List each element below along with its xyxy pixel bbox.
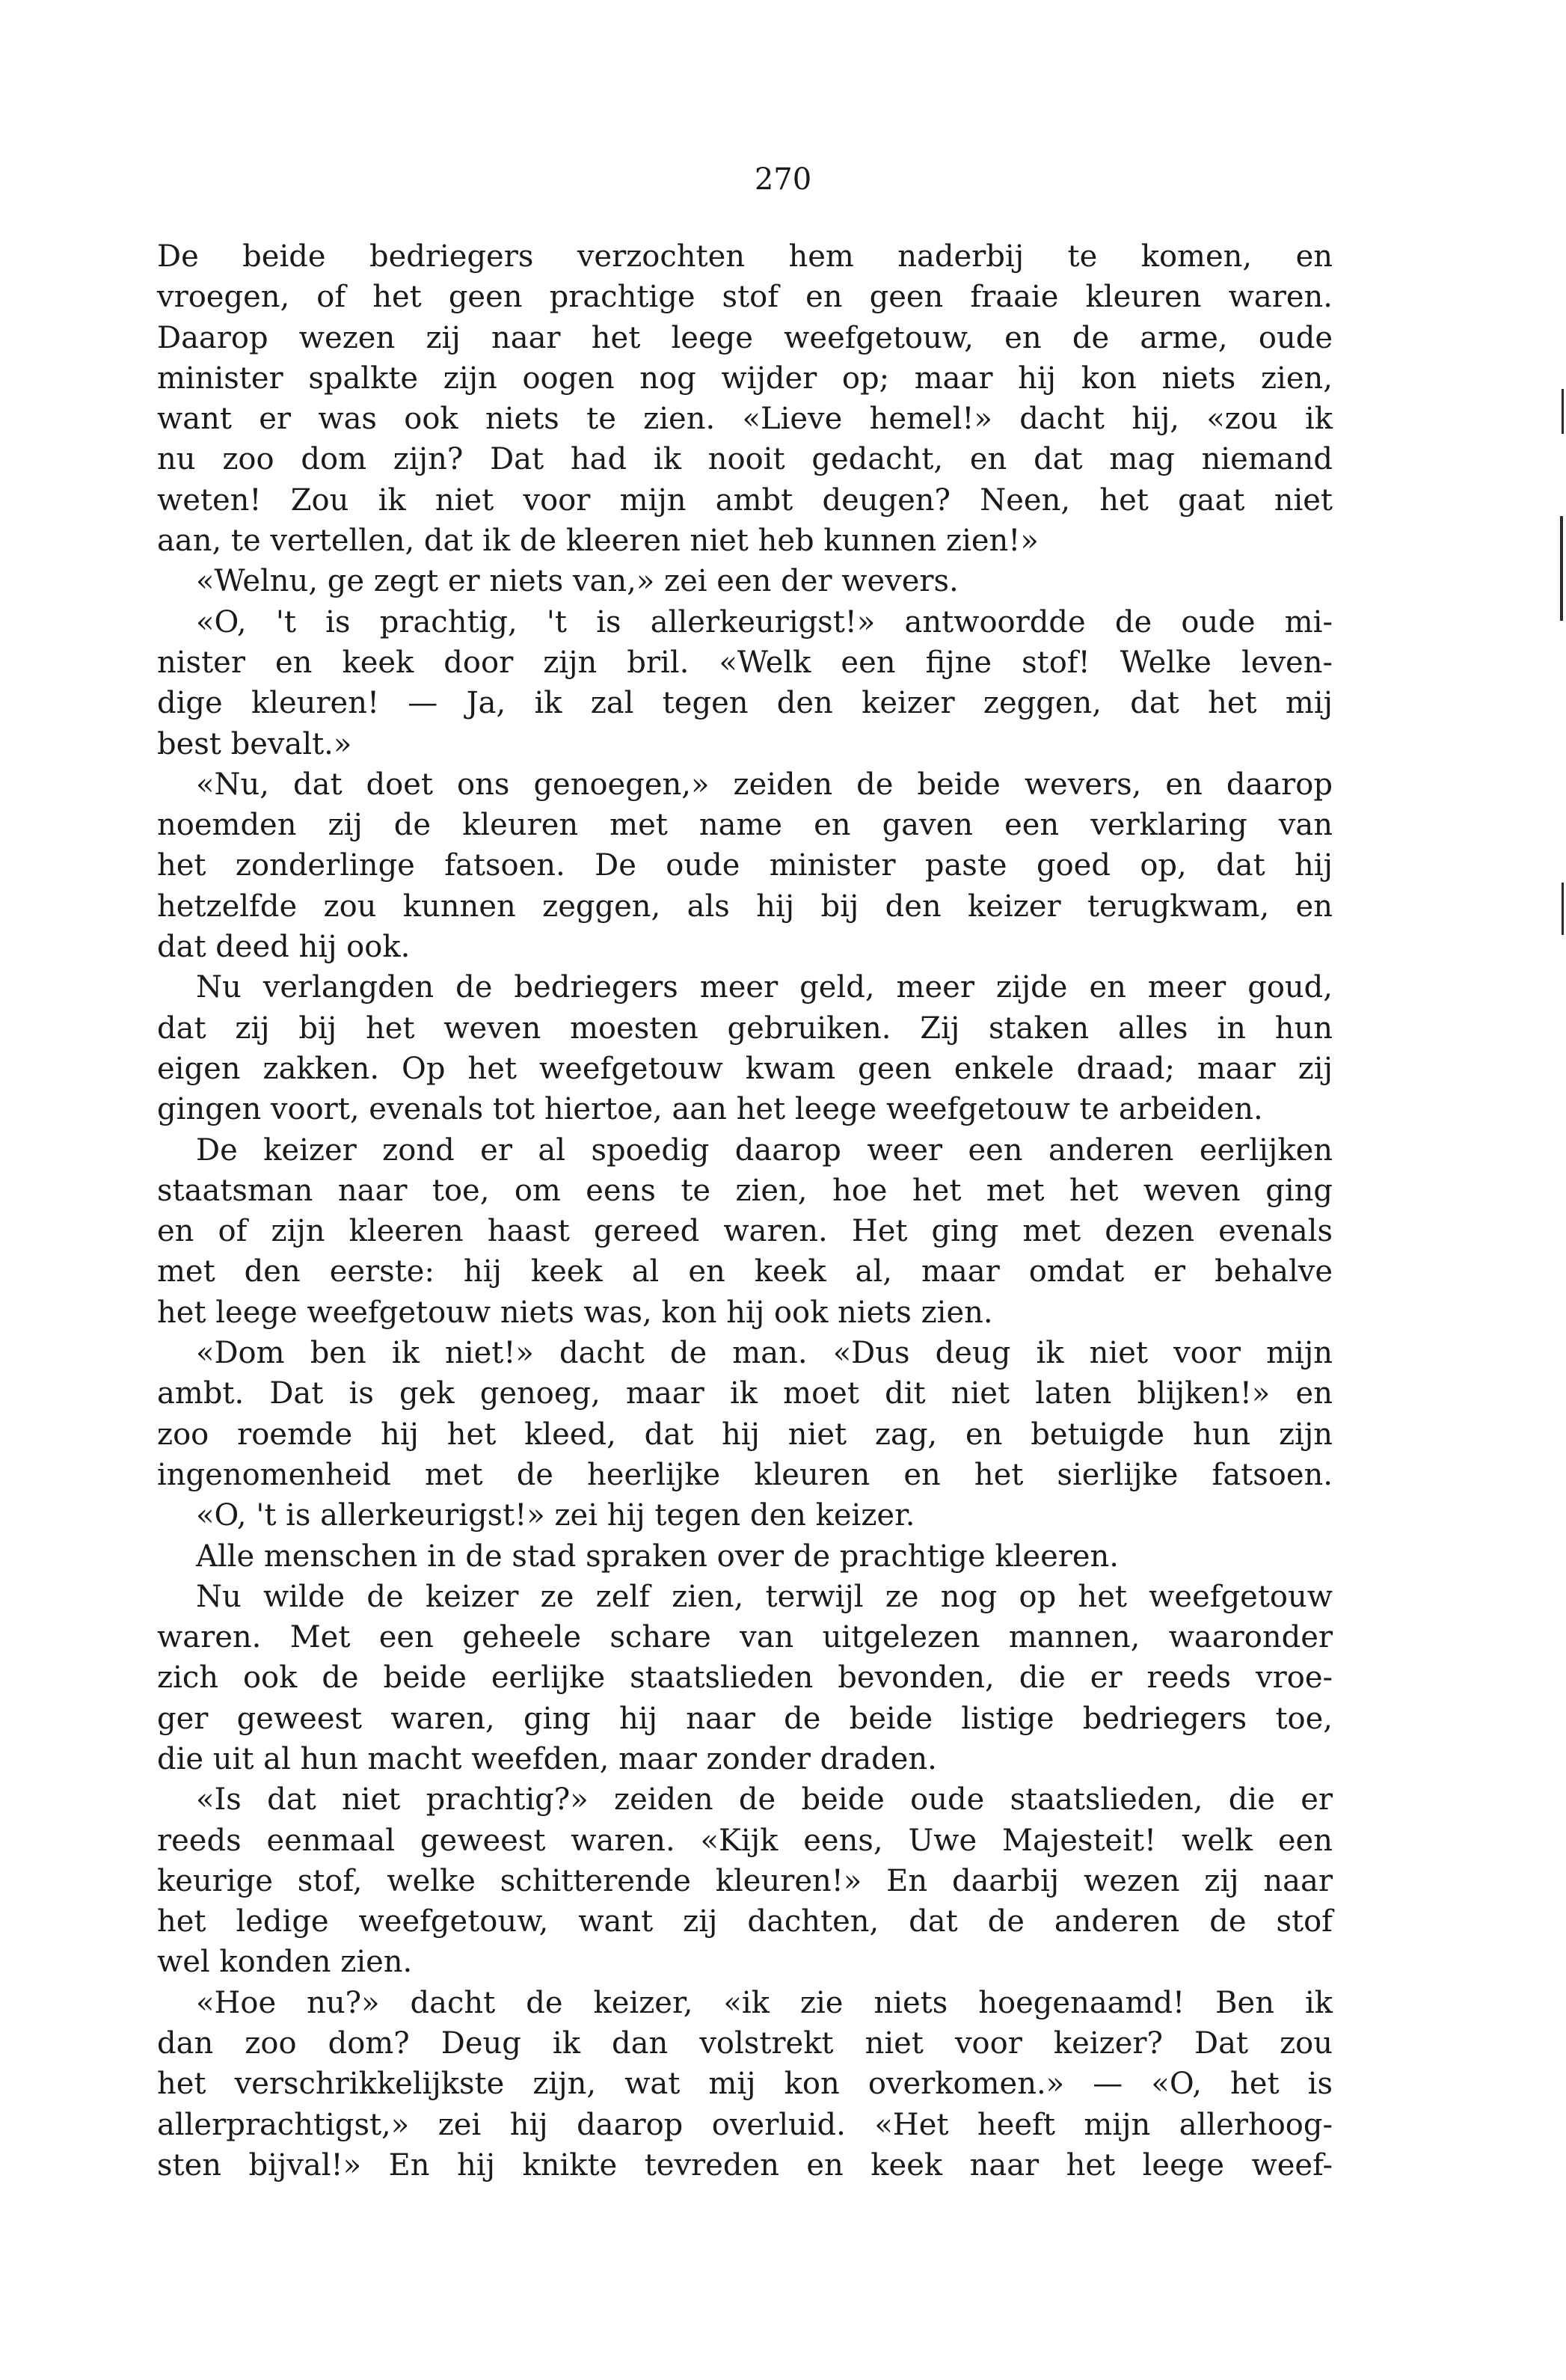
text-line: wel konden zien. xyxy=(157,1945,413,1980)
text-line: dan zoo dom? Deug ik dan volstrekt niet voor keizer? Dat zou xyxy=(157,2026,1333,2061)
text-line: vroegen, of het geen prachtige stof en geen fraaie kleuren waren. xyxy=(157,280,1333,315)
text-line: best bevalt.» xyxy=(157,726,352,761)
text-line: De keizer zond er al spoedig daarop weer een anderen eerlijken xyxy=(196,1132,1333,1168)
text-line: met den eerste: hij keek al en keek al, maar omdat er behalve xyxy=(157,1254,1333,1289)
text-line: zich ook de beide eerlijke staatslieden bevonden, die er reeds vroe- xyxy=(157,1660,1333,1696)
text-line: het zonderlinge fatsoen. De oude minister paste goed op, dat hij xyxy=(157,848,1333,883)
page-number: 270 xyxy=(754,162,812,197)
text-line: «O, 't is allerkeurigst!» zei hij tegen den keizer. xyxy=(196,1498,915,1533)
text-line: «Welnu, ge zegt er niets van,» zei een der wevers. xyxy=(196,564,959,599)
text-line: Alle menschen in de stad spraken over de prachtige kleeren. xyxy=(196,1539,1120,1574)
text-line: waren. Met een geheele schare van uitgelezen mannen, waaronder xyxy=(157,1620,1333,1655)
text-line: het ledige weefgetouw, want zij dachten, dat de anderen de stof xyxy=(157,1904,1333,1939)
text-line: gingen voort, evenals tot hiertoe, aan het leege weefgetouw te arbeiden. xyxy=(157,1092,1263,1127)
text-line: reeds eenmaal geweest waren. «Kijk eens, Uwe Majesteit! welk een xyxy=(157,1823,1333,1858)
text-line: die uit al hun macht weefden, maar zonder draden. xyxy=(157,1741,937,1776)
text-line: nister en keek door zijn bril. «Welk een fijne stof! Welke leven- xyxy=(157,645,1333,680)
text-line: «Nu, dat doet ons genoegen,» zeiden de beide wevers, en daarop xyxy=(196,767,1333,802)
text-line: het verschrikkelijkste zijn, wat mij kon overkomen.» — «O, het is xyxy=(157,2067,1333,2102)
text-line: sten bijval!» En hij knikte tevreden en keek naar het leege weef- xyxy=(157,2147,1333,2183)
margin-mark xyxy=(1560,516,1563,621)
text-line: «Is dat niet prachtig?» zeiden de beide oude staatslieden, die er xyxy=(196,1782,1333,1818)
text-line: dat zij bij het weven moesten gebruiken. Zij staken alles in hun xyxy=(157,1010,1333,1046)
text-line: «Hoe nu?» dacht de keizer, «ik zie niets hoegenaamd! Ben ik xyxy=(196,1985,1333,2020)
text-line: dat deed hij ook. xyxy=(157,930,411,965)
margin-mark xyxy=(1562,883,1564,935)
text-line: het leege weefgetouw niets was, kon hij ook niets zien. xyxy=(157,1295,993,1330)
text-line: minister spalkte zijn oogen nog wijder op; maar hij kon niets zien, xyxy=(157,361,1333,396)
text-line: «Dom ben ik niet!» dacht de man. «Dus deug ik niet voor mijn xyxy=(196,1336,1333,1371)
body-text xyxy=(157,236,1333,2186)
text-line: De beide bedriegers verzochten hem naderbij te komen, en xyxy=(157,239,1333,274)
text-line: zoo roemde hij het kleed, dat hij niet zag, en betuigde hun zijn xyxy=(157,1417,1333,1452)
text-line: hetzelfde zou kunnen zeggen, als hij bij den keizer terugkwam, en xyxy=(157,889,1333,924)
text-line: noemden zij de kleuren met name en gaven een verklaring van xyxy=(157,808,1333,843)
margin-mark xyxy=(1562,389,1564,434)
text-line: want er was ook niets te zien. «Lieve hemel!» dacht hij, «zou ik xyxy=(157,402,1333,437)
text-line: Nu verlangden de bedriegers meer geld, meer zijde en meer goud, xyxy=(196,970,1333,1005)
text-line: allerprachtigst,» zei hij daarop overluid. «Het heeft mijn allerhoog- xyxy=(157,2107,1333,2142)
text-line: Nu wilde de keizer ze zelf zien, terwijl ze nog op het weefgetouw xyxy=(196,1579,1333,1614)
text-line: ingenomenheid met de heerlijke kleuren en het sierlijke fatsoen. xyxy=(157,1457,1333,1492)
text-line: staatsman naar toe, om eens te zien, hoe het met het weven ging xyxy=(157,1173,1333,1208)
text-line: ambt. Dat is gek genoeg, maar ik moet dit niet laten blijken!» en xyxy=(157,1376,1333,1411)
text-line: eigen zakken. Op het weefgetouw kwam geen enkele draad; maar zij xyxy=(157,1051,1333,1086)
text-line: dige kleuren! — Ja, ik zal tegen den keizer zeggen, dat het mij xyxy=(157,686,1333,721)
text-line: weten! Zou ik niet voor mijn ambt deugen? Neen, het gaat niet xyxy=(157,482,1333,518)
text-line: nu zoo dom zijn? Dat had ik nooit gedacht, en dat mag niemand xyxy=(157,442,1333,477)
text-line: Daarop wezen zij naar het leege weefgetouw, en de arme, oude xyxy=(157,320,1333,355)
text-line: en of zijn kleeren haast gereed waren. Het ging met dezen evenals xyxy=(157,1214,1333,1249)
text-line: ger geweest waren, ging hij naar de beide listige bedriegers toe, xyxy=(157,1701,1333,1736)
text-line: keurige stof, welke schitterende kleuren!» En daarbij wezen zij naar xyxy=(157,1863,1333,1898)
text-line: «O, 't is prachtig, 't is allerkeurigst!» antwoordde de oude mi- xyxy=(196,604,1333,640)
text-line: aan, te vertellen, dat ik de kleeren niet heb kunnen zien!» xyxy=(157,524,1039,559)
